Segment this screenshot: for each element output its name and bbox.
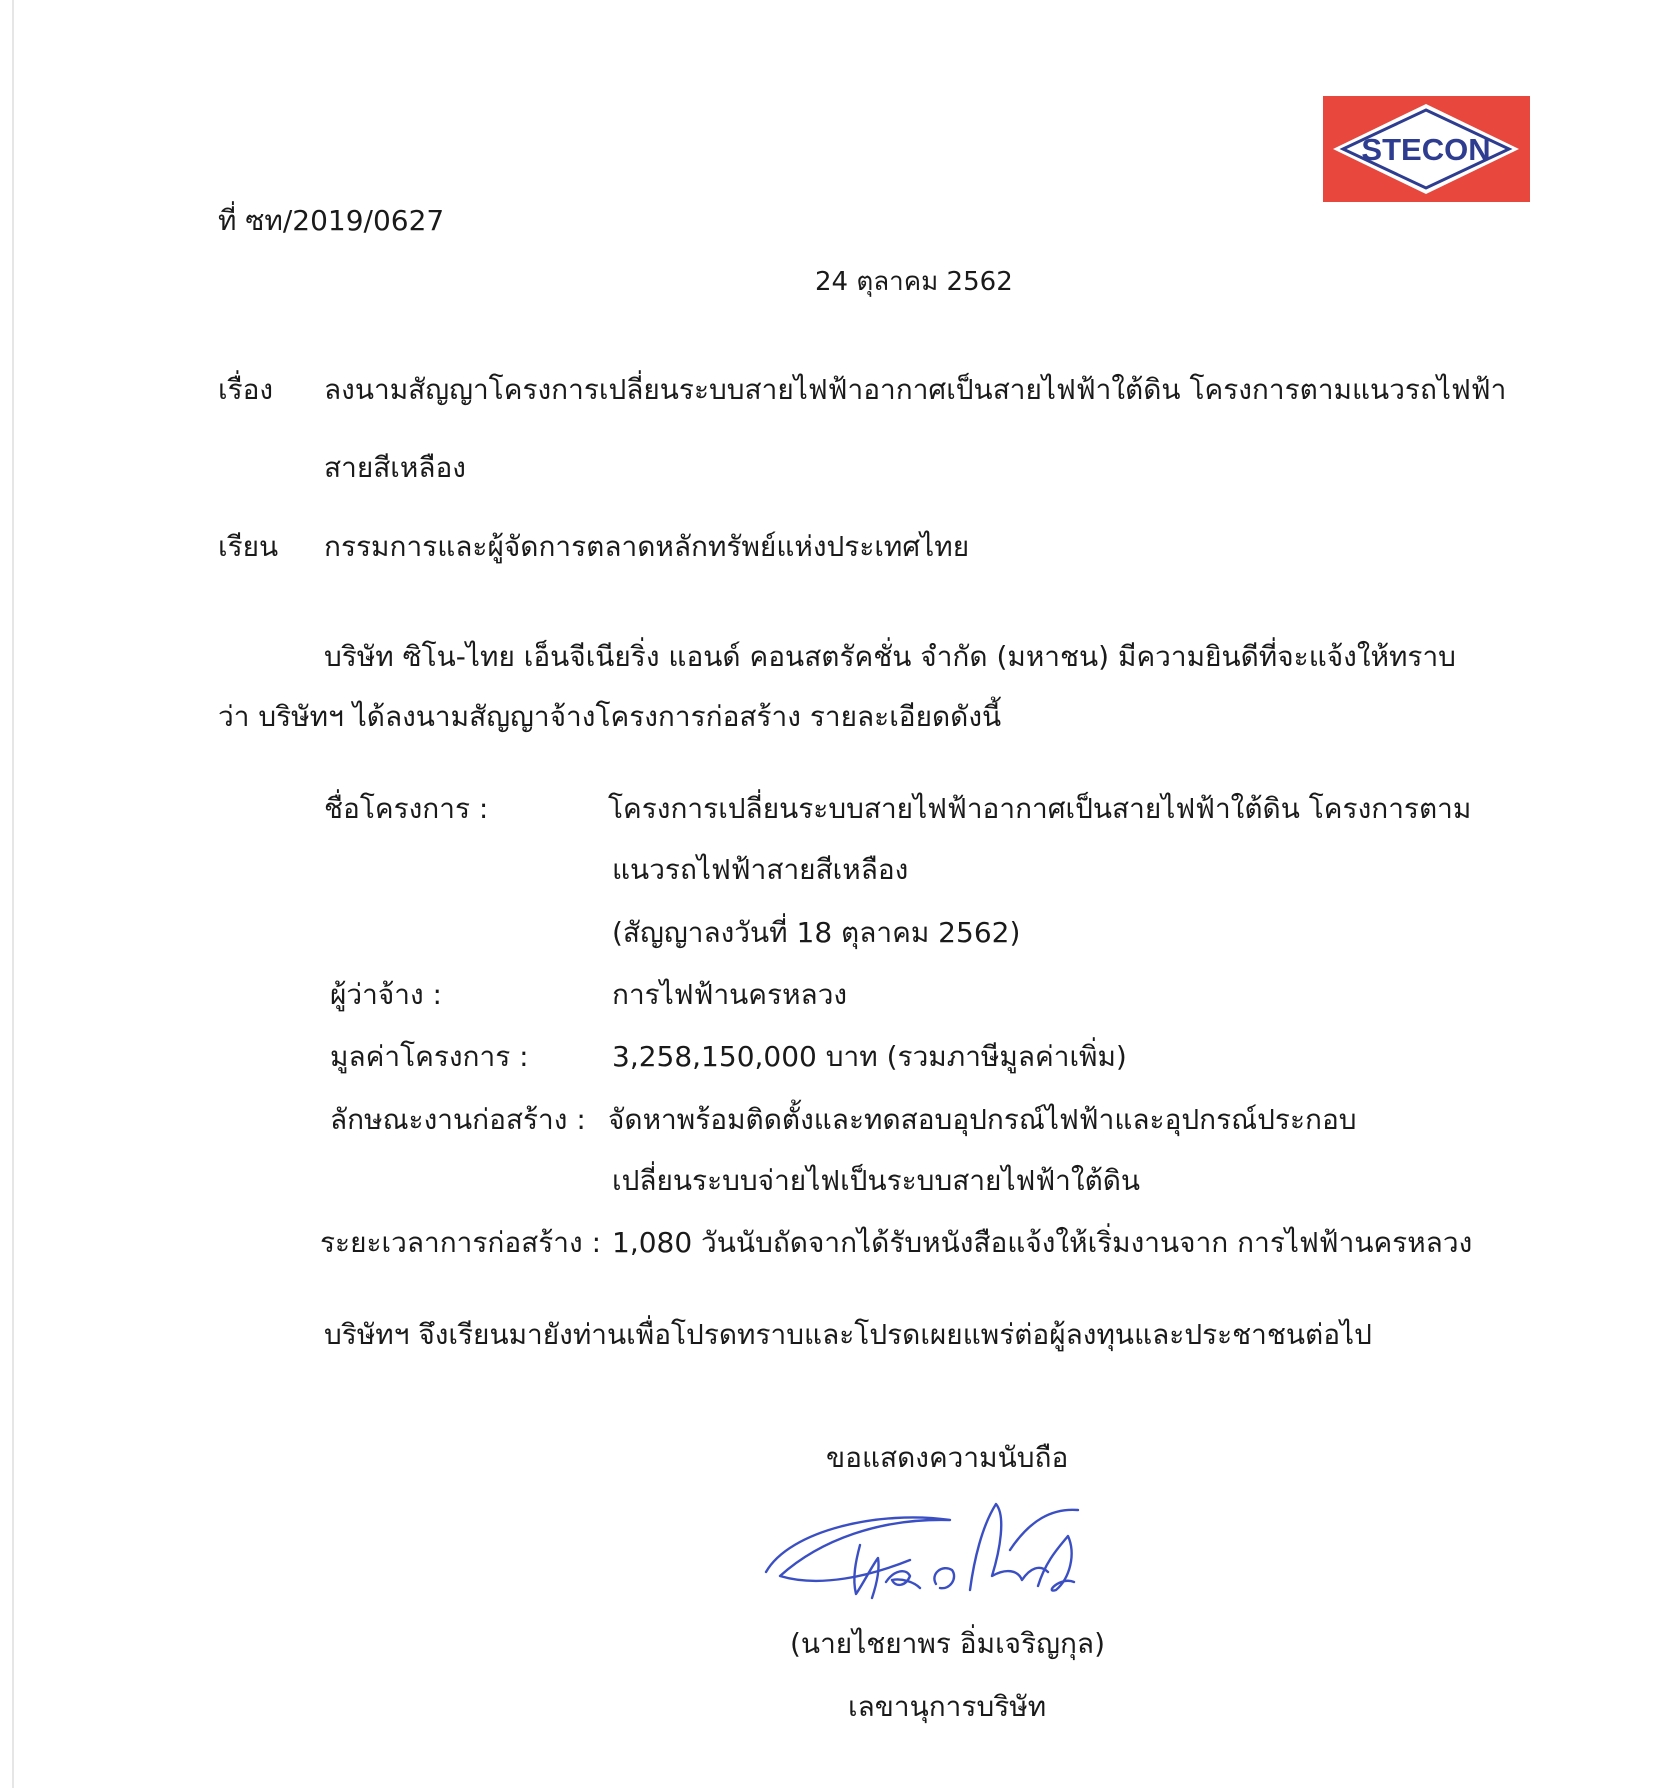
stecon-logo-mark [1323,96,1530,202]
contract-date: (สัญญาลงวันที่ 18 ตุลาคม 2562) [612,916,1021,949]
project-name-line-2: แนวรถไฟฟ้าสายสีเหลือง [612,853,909,886]
stecon-logo [1323,96,1530,202]
scan-edge [12,0,14,1788]
closing-paragraph: บริษัทฯ จึงเรียนมายังท่านเพื่อโปรดทราบและโปรดเผยแพร่ต่อผู้ลงทุนและประชาชนต่อไป [324,1318,1372,1351]
construction-nature-line-1: จัดหาพร้อมติดตั้งและทดสอบอุปกรณ์ไฟฟ้าและอุปกรณ์ประกอบ [608,1103,1357,1136]
intro-line-2: ว่า บริษัทฯ ได้ลงนามสัญญาจ้างโครงการก่อสร้าง รายละเอียดดังนี้ [218,700,1002,733]
subject-line-1: ลงนามสัญญาโครงการเปลี่ยนระบบสายไฟฟ้าอากาศเป็นสายไฟฟ้าใต้ดิน โครงการตามแนวรถไฟฟ้า [324,373,1507,406]
construction-nature-label: ลักษณะงานก่อสร้าง : [330,1103,586,1136]
project-value-label: มูลค่าโครงการ : [330,1040,529,1073]
handwritten-signature [760,1490,1090,1620]
signer-name: (นายไชยาพร อิ่มเจริญกุล) [790,1627,1105,1660]
intro-line-1: บริษัท ซิโน-ไทย เอ็นจีเนียริ่ง แอนด์ คอนสตรัคชั่น จำกัด (มหาชน) มีความยินดีที่จะแจ้งให้ทราบ [324,640,1456,673]
employer-label: ผู้ว่าจ้าง : [330,978,442,1011]
project-value: 3,258,150,000 บาท (รวมภาษีมูลค่าเพิ่ม) [612,1040,1127,1073]
subject-label: เรื่อง [218,373,274,406]
employer-value: การไฟฟ้านครหลวง [612,978,848,1011]
signoff: ขอแสดงความนับถือ [826,1441,1069,1474]
letter-date: 24 ตุลาคม 2562 [815,267,1013,297]
recipient-value: กรรมการและผู้จัดการตลาดหลักทรัพย์แห่งประเทศไทย [324,530,970,563]
project-name-label: ชื่อโครงการ : [324,792,489,825]
construction-nature-line-2: เปลี่ยนระบบจ่ายไฟเป็นระบบสายไฟฟ้าใต้ดิน [612,1164,1141,1197]
reference-number: ที่ ซท/2019/0627 [218,204,445,237]
recipient-label: เรียน [218,530,279,563]
subject-line-2: สายสีเหลือง [324,451,466,484]
logo-text: STECON [1361,132,1491,167]
signer-title: เลขานุการบริษัท [848,1690,1047,1723]
duration-label: ระยะเวลาการก่อสร้าง : [320,1226,602,1259]
duration-value: 1,080 วันนับถัดจากได้รับหนังสือแจ้งให้เริ่มงานจาก การไฟฟ้านครหลวง [612,1226,1473,1259]
project-name-line-1: โครงการเปลี่ยนระบบสายไฟฟ้าอากาศเป็นสายไฟฟ้าใต้ดิน โครงการตาม [608,792,1472,825]
